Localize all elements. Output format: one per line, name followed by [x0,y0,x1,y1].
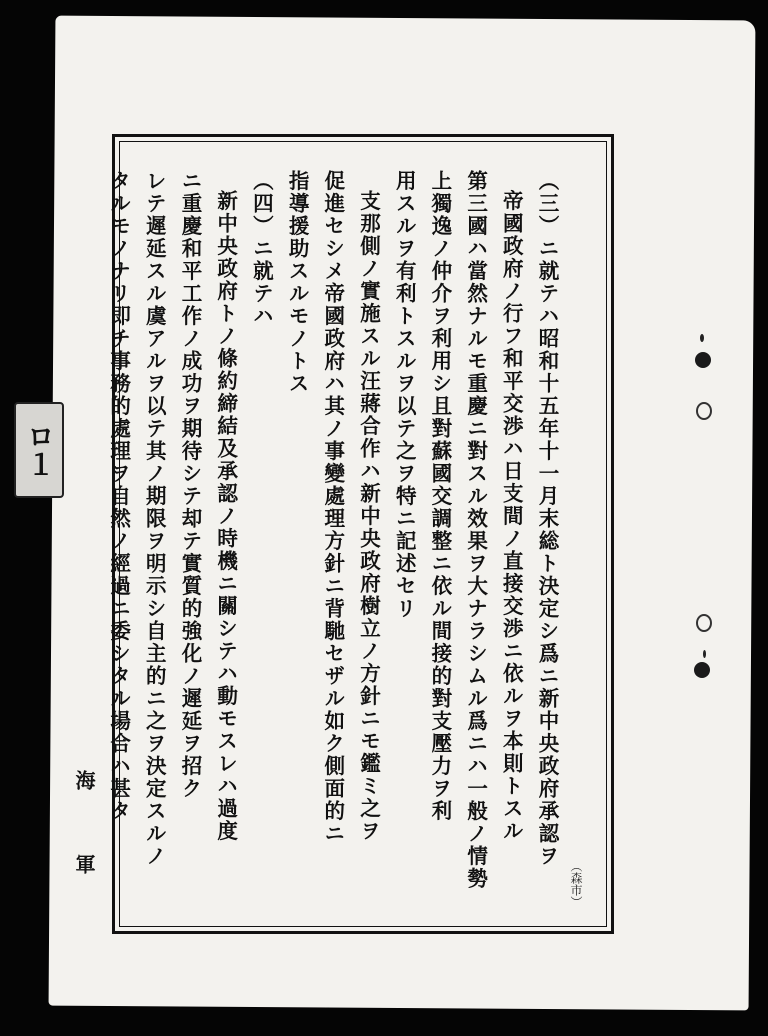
binding-hole [694,662,710,678]
body-line: 支那側ノ實施スル汪蔣合作ハ新中央政府樹立ノ方針ニモ鑑ミ之ヲ [356,190,381,843]
binding-hole [696,402,712,420]
body-line: 新中央政府トノ條約締結及承認ノ時機ニ關シテハ動モスレハ過度 [213,190,238,843]
body-line: 帝國政府ノ行フ和平交渉ハ日支間ノ直接交渉ニ依ルヲ本則トスル [499,190,524,843]
footer-label: 海軍 [72,770,96,938]
side-stamp-label: （森市） [569,860,583,908]
body-line: 用スルヲ有利トスルヲ以テ之ヲ特ニ記述セリ [392,170,417,620]
body-line: 促進セシメ帝國政府ハ其ノ事變處理方針ニ背馳セザル如ク側面的ニ [320,170,345,845]
index-tab-label: ロ１ [23,422,56,478]
index-tab [14,402,64,498]
body-line: レテ遲延スル虞アルヲ以テ其ノ期限ヲ明示シ自主的ニ之ヲ決定スルノ [142,170,167,868]
binding-hole [695,352,711,368]
body-line: 指導援助スルモノトス [285,170,310,395]
body-line: （三）ニ就テハ昭和十五年十一月末総ト決定シ爲ニ新中央政府承認ヲ [535,170,559,868]
scan-speck [703,650,706,658]
body-line: ニ重慶和平工作ノ成功ヲ期待シテ却テ實質的強化ノ遲延ヲ招ク [177,170,202,800]
body-line: タルモノナリ即チ事務的處理ヲ自然ノ經過ニ委シタル場合ハ甚タ [106,170,131,823]
document-body [106,170,564,930]
body-line: 第三國ハ當然ナルモ重慶ニ對スル效果ヲ大ナラシムル爲ニハ一般ノ情勢 [463,170,488,890]
scan-speck [700,334,704,342]
binding-hole [696,614,712,632]
body-line: 上獨逸ノ仲介ヲ利用シ且對蘇國交調整ニ依ル間接的對支壓力ヲ利 [427,170,452,823]
body-line: （四）ニ就テハ [249,170,274,328]
